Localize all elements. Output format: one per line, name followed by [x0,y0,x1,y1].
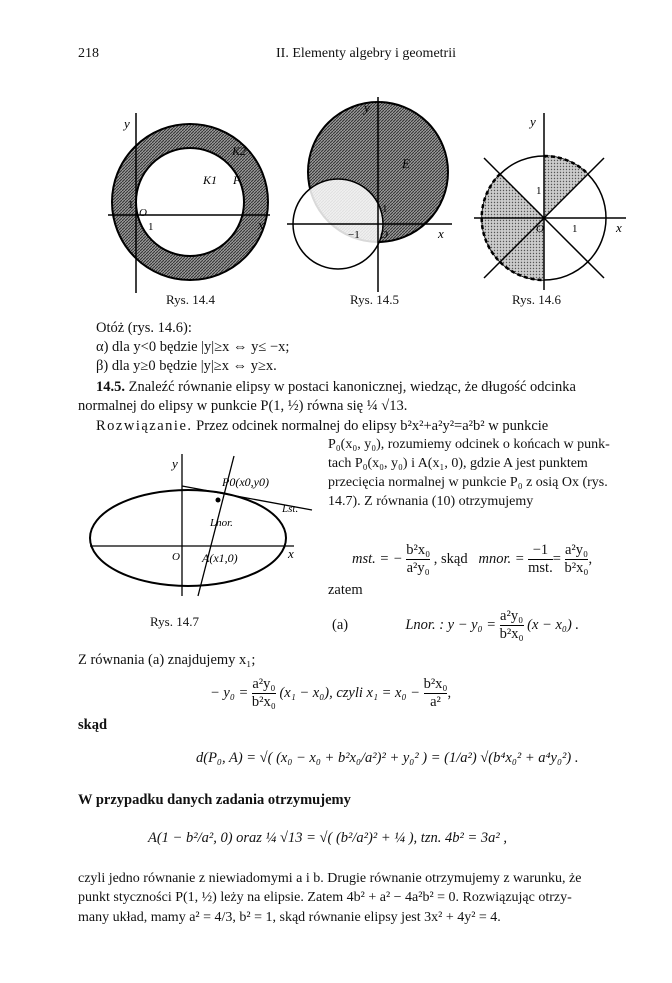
eq2-left: − y₀ = [210,684,249,701]
text-line-11: Z równania (a) znajdujemy x₁; [78,652,256,668]
equation-x1: − y₀ = $\frac{\text{a²y₀}}{\text{b²x₀}}$ (x₁ − x₀), czyli x₁ = x₀ − $\frac{\text{b²x₀}}{\text{a²}}$ , [210,676,452,710]
fig5-origin: O [380,229,388,241]
fig4-f-label: F [233,173,241,187]
page-number: 218 [78,46,99,61]
figure-14-7 [86,446,316,606]
zatem: zatem [328,582,363,598]
problem-number: 14.5. [96,379,125,395]
fig4-origin: O [139,207,147,219]
text-line-1: Otóż (rys. 14.6): [96,320,192,336]
eq2-den: b²x₀ [251,694,276,710]
skad: skąd [78,717,108,733]
text-line-14: punkt styczności P(1, ½) leży na elipsie. Zatem 4b² + a² − 4a²b² = 0. Rozwiązując otrzy- [78,890,572,905]
fig6-origin: O [536,223,544,235]
text-line-15: many układ, mamy a² = 4/3, b² = 1, skąd równanie elipsy jest 3x² + 4y² = 4. [78,910,501,925]
figure-14-5 [282,92,462,297]
eq2-num2: b²x₀ [423,676,448,692]
solution-line-1: Przez odcinek normalnej do elipsy b²x²+a²y²=a²b² w punkcie [196,418,549,434]
text-line-8: tach P₀(x₀, y₀) i A(x₁, 0), gdzie A jest punktem [328,456,588,471]
text-line-5: normalnej do elipsy w punkcie P(1, ½) równa się ¼ √13. [78,398,408,414]
eq1-num2: −1 [528,542,553,560]
eq1-left: mst. = − [352,550,403,567]
fig7-p0-label: P0(x0,y0) [222,475,269,489]
text-line-3: β) dla y≥0 będzie |y|≥x ⇔ y≥x. [96,358,277,374]
fig5-x-label: x [438,226,444,241]
text-line-9: przecięcia normalnej w punkcie P₀ z osią Ox (rys. [328,475,608,490]
equation-a [332,608,579,643]
fig6-x-label: x [616,220,622,235]
fig4-one-x: 1 [148,221,154,233]
text-line-13: czyli jedno równanie z niewiadomymi a i b. Drugie równanie otrzymujemy z warunku, że [78,871,582,886]
eq1-mid: , skąd [433,550,468,567]
eqa-den: b²x₀ [499,626,524,642]
caption-14-4: Rys. 14.4 [166,292,215,307]
eq1-den2: mst. [528,560,553,576]
caption-14-7: Rys. 14.7 [150,614,199,629]
fig4-x-label: x [258,217,264,232]
problem-statement: Znaleźć równanie elipsy w postaci kanonicznej, wiedząc, że długość odcinka [128,379,576,395]
eq1-num3: a²y₀ [564,542,589,558]
eq2-den2: a² [430,694,441,710]
solution-heading: Rozwiązanie. [96,418,193,434]
fig7-y-label: y [172,456,178,471]
eq1-den3: b²x₀ [564,560,589,576]
text-line-10: 14.7). Z równania (10) otrzymujemy [328,494,534,509]
eq1-num: b²x₀ [406,542,431,558]
fig7-x-label: x [288,546,294,561]
eq2-num: a²y₀ [252,676,276,692]
figure-14-6 [466,108,638,293]
text-line-4 [96,379,576,396]
fig6-one-x: 1 [572,223,578,235]
caption-14-5: Rys. 14.5 [350,292,399,307]
eqa-left: Lnor. : y − y₀ = [405,616,497,633]
caption-14-6: Rys. 14.6 [512,292,561,307]
equation-distance: d(P₀, A) = √( (x₀ − x₀ + b²x₀/a²)² + y₀² ) = (1/a²) √(b⁴x₀² + a⁴y₀²) . [196,750,579,766]
fig4-one-y: 1 [128,199,134,211]
fig5-y-label: y [364,100,370,115]
fig4-k1-label: K1 [203,173,218,187]
fig7-lnor-label: Lnor. [210,517,233,529]
eqa-num: a²y₀ [500,608,524,624]
fig7-a-label: A(x1,0) [202,551,238,565]
fig5-one-y: 1 [382,203,388,215]
eqa-label: (a) [332,616,349,633]
fig5-e-label: E [402,156,410,171]
eqa-right: (x − x₀) . [527,616,580,633]
eq1-right: mnor. = [478,550,525,567]
fig7-origin: O [172,551,180,563]
equation-conditions: A(1 − b²/a², 0) oraz ¼ √13 = √( (b²/a²)² + ¼ ), tzn. 4b² = 3a² , [148,830,507,846]
fig7-lst-label: Lst. [282,503,299,515]
text-line-12: W przypadku danych zadania otrzymujemy [78,792,351,808]
fig4-y-label: y [124,116,130,131]
eq2-mid: (x₁ − x₀), czyli x₁ = x₀ − [279,684,420,701]
fig4-k2-label: K2 [232,144,247,158]
fig6-y-label: y [530,114,536,129]
text-line-6 [96,418,548,435]
text-line-7: P₀(x₀, y₀), rozumiemy odcinek o końcach w punk- [328,437,610,452]
fig5-minus-one: −1 [348,229,360,241]
fig6-one-y: 1 [536,185,542,197]
eq1-den: a²y₀ [406,560,430,576]
running-title: II. Elementy algebry i geometrii [276,46,456,61]
equation-slopes: mst. = − $\frac{\text{b²x₀}}{\text{a²y₀}}$ , skąd mnor. = −1 mst. = $\frac{\text{a²y₀}}{\text{b²x₀}}$ , [352,542,593,576]
text-line-2: α) dla y<0 będzie |y|≥x ⇔ y≤ −x; [96,339,290,355]
figure-14-4 [98,98,278,298]
